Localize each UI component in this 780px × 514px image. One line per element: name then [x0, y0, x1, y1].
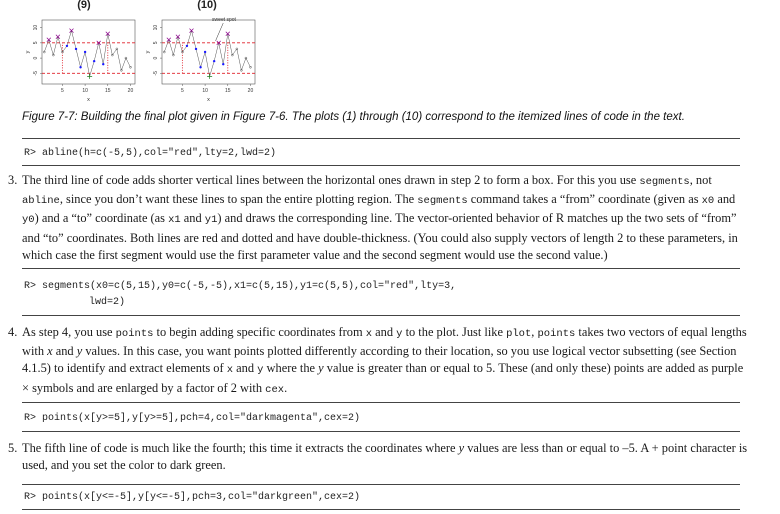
item-number: 5. [8, 441, 18, 455]
point-blue [93, 60, 95, 62]
point-blue [84, 51, 86, 53]
code-rule-top-4 [22, 484, 740, 485]
x-axis-label: x [207, 97, 210, 103]
list-item-5 [8, 440, 750, 474]
y-axis-label: y [145, 50, 151, 54]
x-tick-label: 15 [104, 88, 111, 94]
point-blue [66, 45, 68, 47]
plot-10-label: (10) [197, 0, 217, 11]
item-4-text: As step 4, you use points to begin adding specific coordinates from x and y to the plot. Just like plot, points takes two vectors of equal lengths with x and y values. In this case, you want points plotted differently according to their location, so you use logical vector subsetting (see Section 4.1.5) to identify and extract elements of x and y where the y value is greater than or equal to 5. These (and only these) points are added as purple × symbols and are enlarged by a factor of 2 with cex. [22, 325, 747, 396]
point-blue [75, 48, 77, 50]
code-segments-line1: R> segments(x0=c(5,15),y0=c(-5,-5),x1=c(5,15),y1=c(5,5),col="red",lty=3, [24, 281, 457, 292]
plot-9-label: (9) [77, 0, 91, 11]
plot-frame [42, 20, 135, 84]
point-blue [213, 60, 215, 62]
code-points-purple: R> points(x[y>=5],y[y>=5],pch=4,col="darkmagenta",cex=2) [24, 413, 361, 424]
y-tick-label: 5 [33, 41, 39, 45]
plot-10 [140, 10, 260, 106]
item-number: 4. [8, 325, 18, 339]
point-blue [186, 45, 188, 47]
point-blue [204, 51, 206, 53]
x-tick-label: 5 [61, 88, 64, 94]
code-abline: R> abline(h=c(-5,5),col="red",lty=2,lwd=2) [24, 148, 277, 159]
x-tick-label: 5 [181, 88, 184, 94]
x-axis-label: x [87, 97, 90, 103]
code-rule-top-2 [22, 268, 740, 269]
x-tick-label: 20 [127, 88, 134, 94]
list-item-3 [8, 172, 750, 264]
code-rule-bottom-2 [22, 315, 740, 316]
code-rule-bottom-1 [22, 165, 740, 166]
code-rule-bottom-4 [22, 509, 740, 510]
figure-caption: Figure 7-7: Building the final plot given in Figure 7-6. The plots (1) through (10) correspond to the itemized lines of code in the text. [22, 111, 685, 123]
x-tick-label: 20 [247, 88, 254, 94]
y-tick-label: 5 [153, 41, 159, 45]
list-item-4 [8, 324, 750, 399]
item-number: 3. [8, 173, 18, 187]
y-tick-label: 10 [33, 24, 39, 31]
y-tick-label: 0 [33, 56, 39, 60]
y-tick-label: -5 [33, 71, 39, 76]
sweet-spot-label: sweet spot [212, 17, 236, 23]
x-tick-label: 10 [82, 88, 88, 94]
code-segments-line2: lwd=2) [89, 297, 126, 308]
point-blue [195, 48, 197, 50]
y-tick-label: 0 [153, 56, 159, 60]
point-blue [199, 66, 201, 68]
code-rule-bottom-3 [22, 431, 740, 432]
point-blue [102, 63, 104, 65]
y-tick-label: -5 [153, 71, 159, 76]
point-blue [79, 66, 81, 68]
plot-9 [20, 10, 140, 106]
plot-frame [162, 20, 255, 84]
point-blue [222, 63, 224, 65]
item-5-text: The fifth line of code is much like the fourth; this time it extracts the coordinates where y values are less than or equal to –5. A + point character is used, and you set the color to dark green. [22, 441, 748, 473]
item-3-text: The third line of code adds shorter vertical lines between the horizontal ones drawn in step 2 to form a box. For this you use segments, not abline, since you don’t want these lines to span the entire plotting region. The segments command takes a “from” coordinate (given as x0 and y0) and a “to” coordinate (as x1 and y1) and draws the corresponding line. The vector-oriented behavior of R matches up the two sets of “from” and “to” coordinates. Both lines are red and dotted and have double-thickness. (You could also supply vectors of length 2 to these parameters, in which case the first segment would use the first parameter value and the second segment would use the second value.) [22, 173, 738, 262]
x-tick-label: 15 [224, 88, 231, 94]
code-rule-top-3 [22, 402, 740, 403]
x-tick-label: 10 [202, 88, 208, 94]
code-rule-top-1 [22, 138, 740, 139]
y-axis-label: y [25, 50, 31, 54]
y-tick-label: 10 [153, 24, 159, 31]
code-points-green: R> points(x[y<=-5],y[y<=-5],pch=3,col="darkgreen",cex=2) [24, 492, 361, 503]
